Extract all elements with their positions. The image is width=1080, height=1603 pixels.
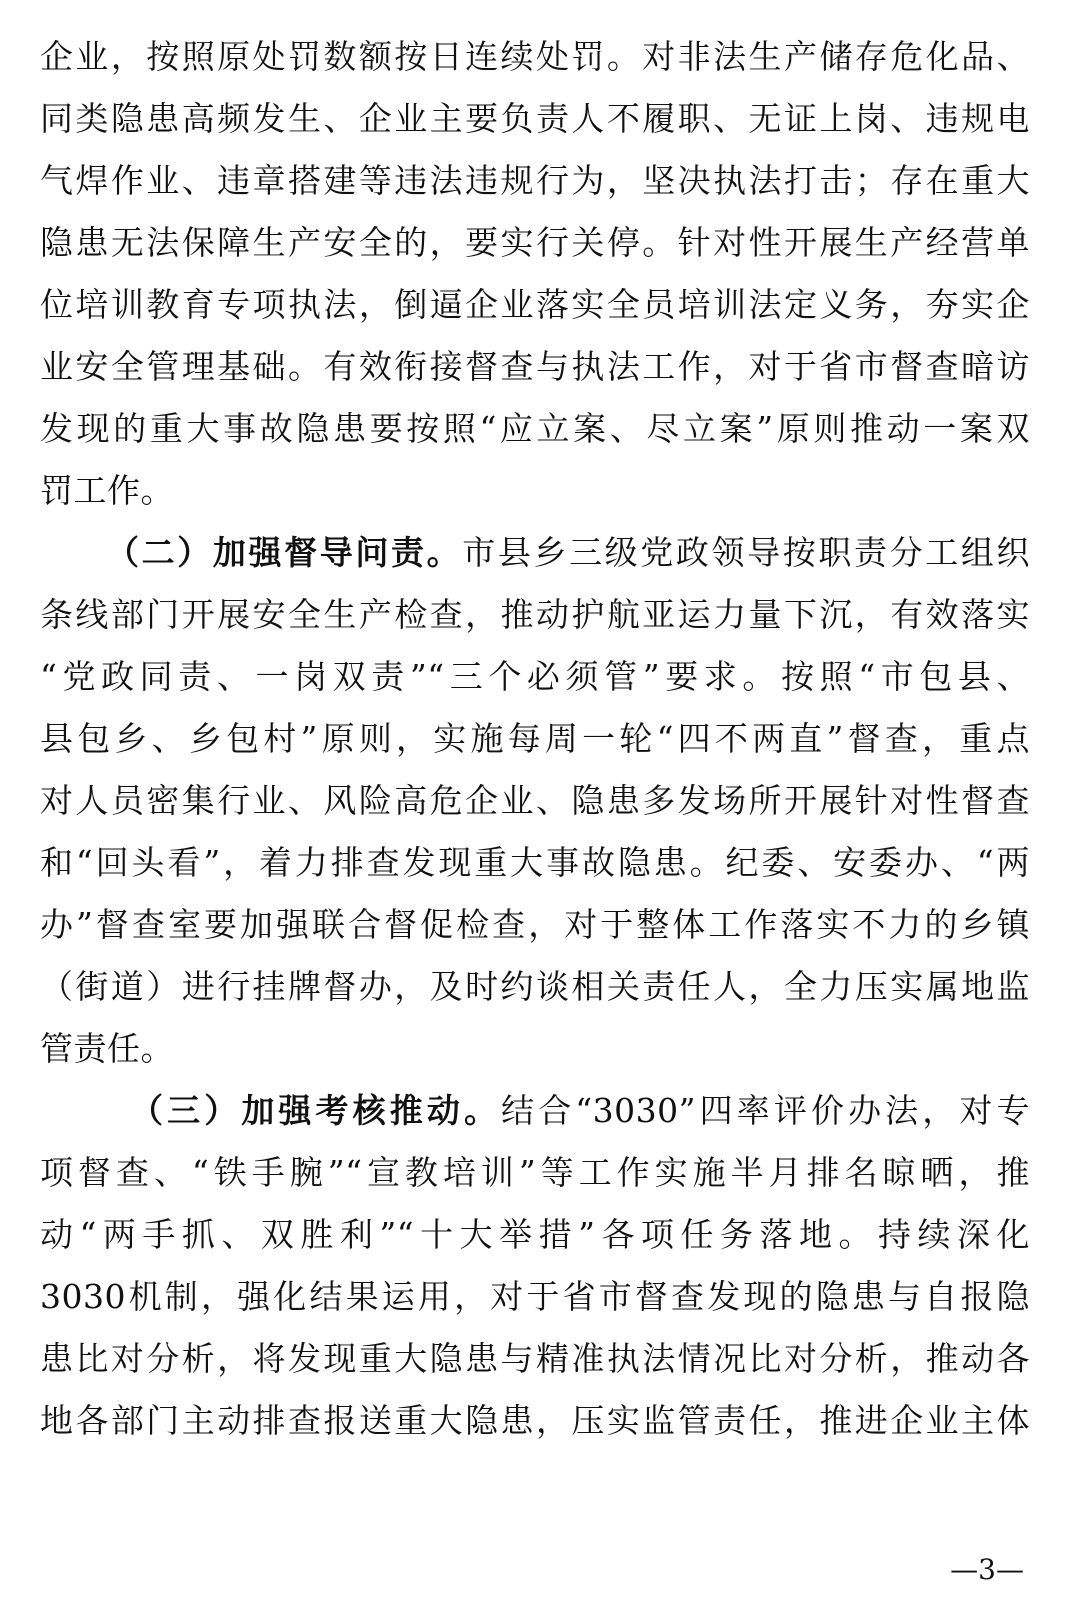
text-line: 3030机制，强化结果运用，对于省市督查发现的隐患与自报隐 — [40, 1277, 1030, 1316]
text-line: 患比对分析，将发现重大隐患与精准执法情况比对分析，推动各 — [40, 1339, 1030, 1378]
section-heading: （二）加强督导问责。 — [106, 533, 463, 572]
text-span: 结合“3030”四率评价办法，对专 — [501, 1091, 1031, 1130]
text-line: 位培训教育专项执法，倒逼企业落实全员培训法定义务，夯实企 — [40, 285, 1030, 324]
page-number: —3— — [950, 1553, 1024, 1586]
text-line: 和“回头看”，着力排查发现重大事故隐患。纪委、安委办、“两 — [40, 843, 1030, 882]
paragraph-first-line — [40, 522, 1030, 584]
text-line: 企业，按照原处罚数额按日连续处罚。对非法生产储存危化品、 — [40, 37, 1030, 76]
section-heading: （三）加强考核推动。 — [130, 1091, 502, 1130]
text-line: 动“两手抓、双胜利”“十大举措”各项任务落地。持续深化 — [40, 1215, 1030, 1254]
paragraph-first-line — [40, 1080, 1030, 1142]
text-line: 对人员密集行业、风险高危企业、隐患多发场所开展针对性督查 — [40, 781, 1030, 820]
text-line: “党政同责、一岗双责”“三个必须管”要求。按照“市包县、 — [40, 657, 1030, 696]
text-line: 发现的重大事故隐患要按照“应立案、尽立案”原则推动一案双 — [40, 409, 1030, 448]
text-line: 同类隐患高频发生、企业主要负责人不履职、无证上岗、违规电 — [40, 99, 1030, 138]
text-line: （街道）进行挂牌督办，及时约谈相关责任人，全力压实属地监 — [40, 967, 1030, 1006]
text-line: 隐患无法保障生产安全的，要实行关停。针对性开展生产经营单 — [40, 223, 1030, 262]
text-line: 县包乡、乡包村”原则，实施每周一轮“四不两直”督查，重点 — [40, 719, 1030, 758]
text-line: 项督查、“铁手腕”“宣教培训”等工作实施半月排名晾晒，推 — [40, 1153, 1030, 1192]
text-line: 条线部门开展安全生产检查，推动护航亚运力量下沉，有效落实 — [40, 595, 1030, 634]
text-line: 业安全管理基础。有效衔接督查与执法工作，对于省市督查暗访 — [40, 347, 1030, 386]
text-span: 市县乡三级党政领导按职责分工组织 — [462, 533, 1031, 572]
text-line: 气焊作业、违章搭建等违法违规行为，坚决执法打击；存在重大 — [40, 161, 1030, 200]
text-line: 地各部门主动排查报送重大隐患，压实监管责任，推进企业主体 — [40, 1401, 1030, 1440]
document-body — [40, 26, 1030, 1452]
text-line: 办”督查室要加强联合督促检查，对于整体工作落实不力的乡镇 — [40, 905, 1030, 944]
text-line: 罚工作。 — [40, 471, 174, 510]
text-line: 管责任。 — [40, 1029, 174, 1068]
